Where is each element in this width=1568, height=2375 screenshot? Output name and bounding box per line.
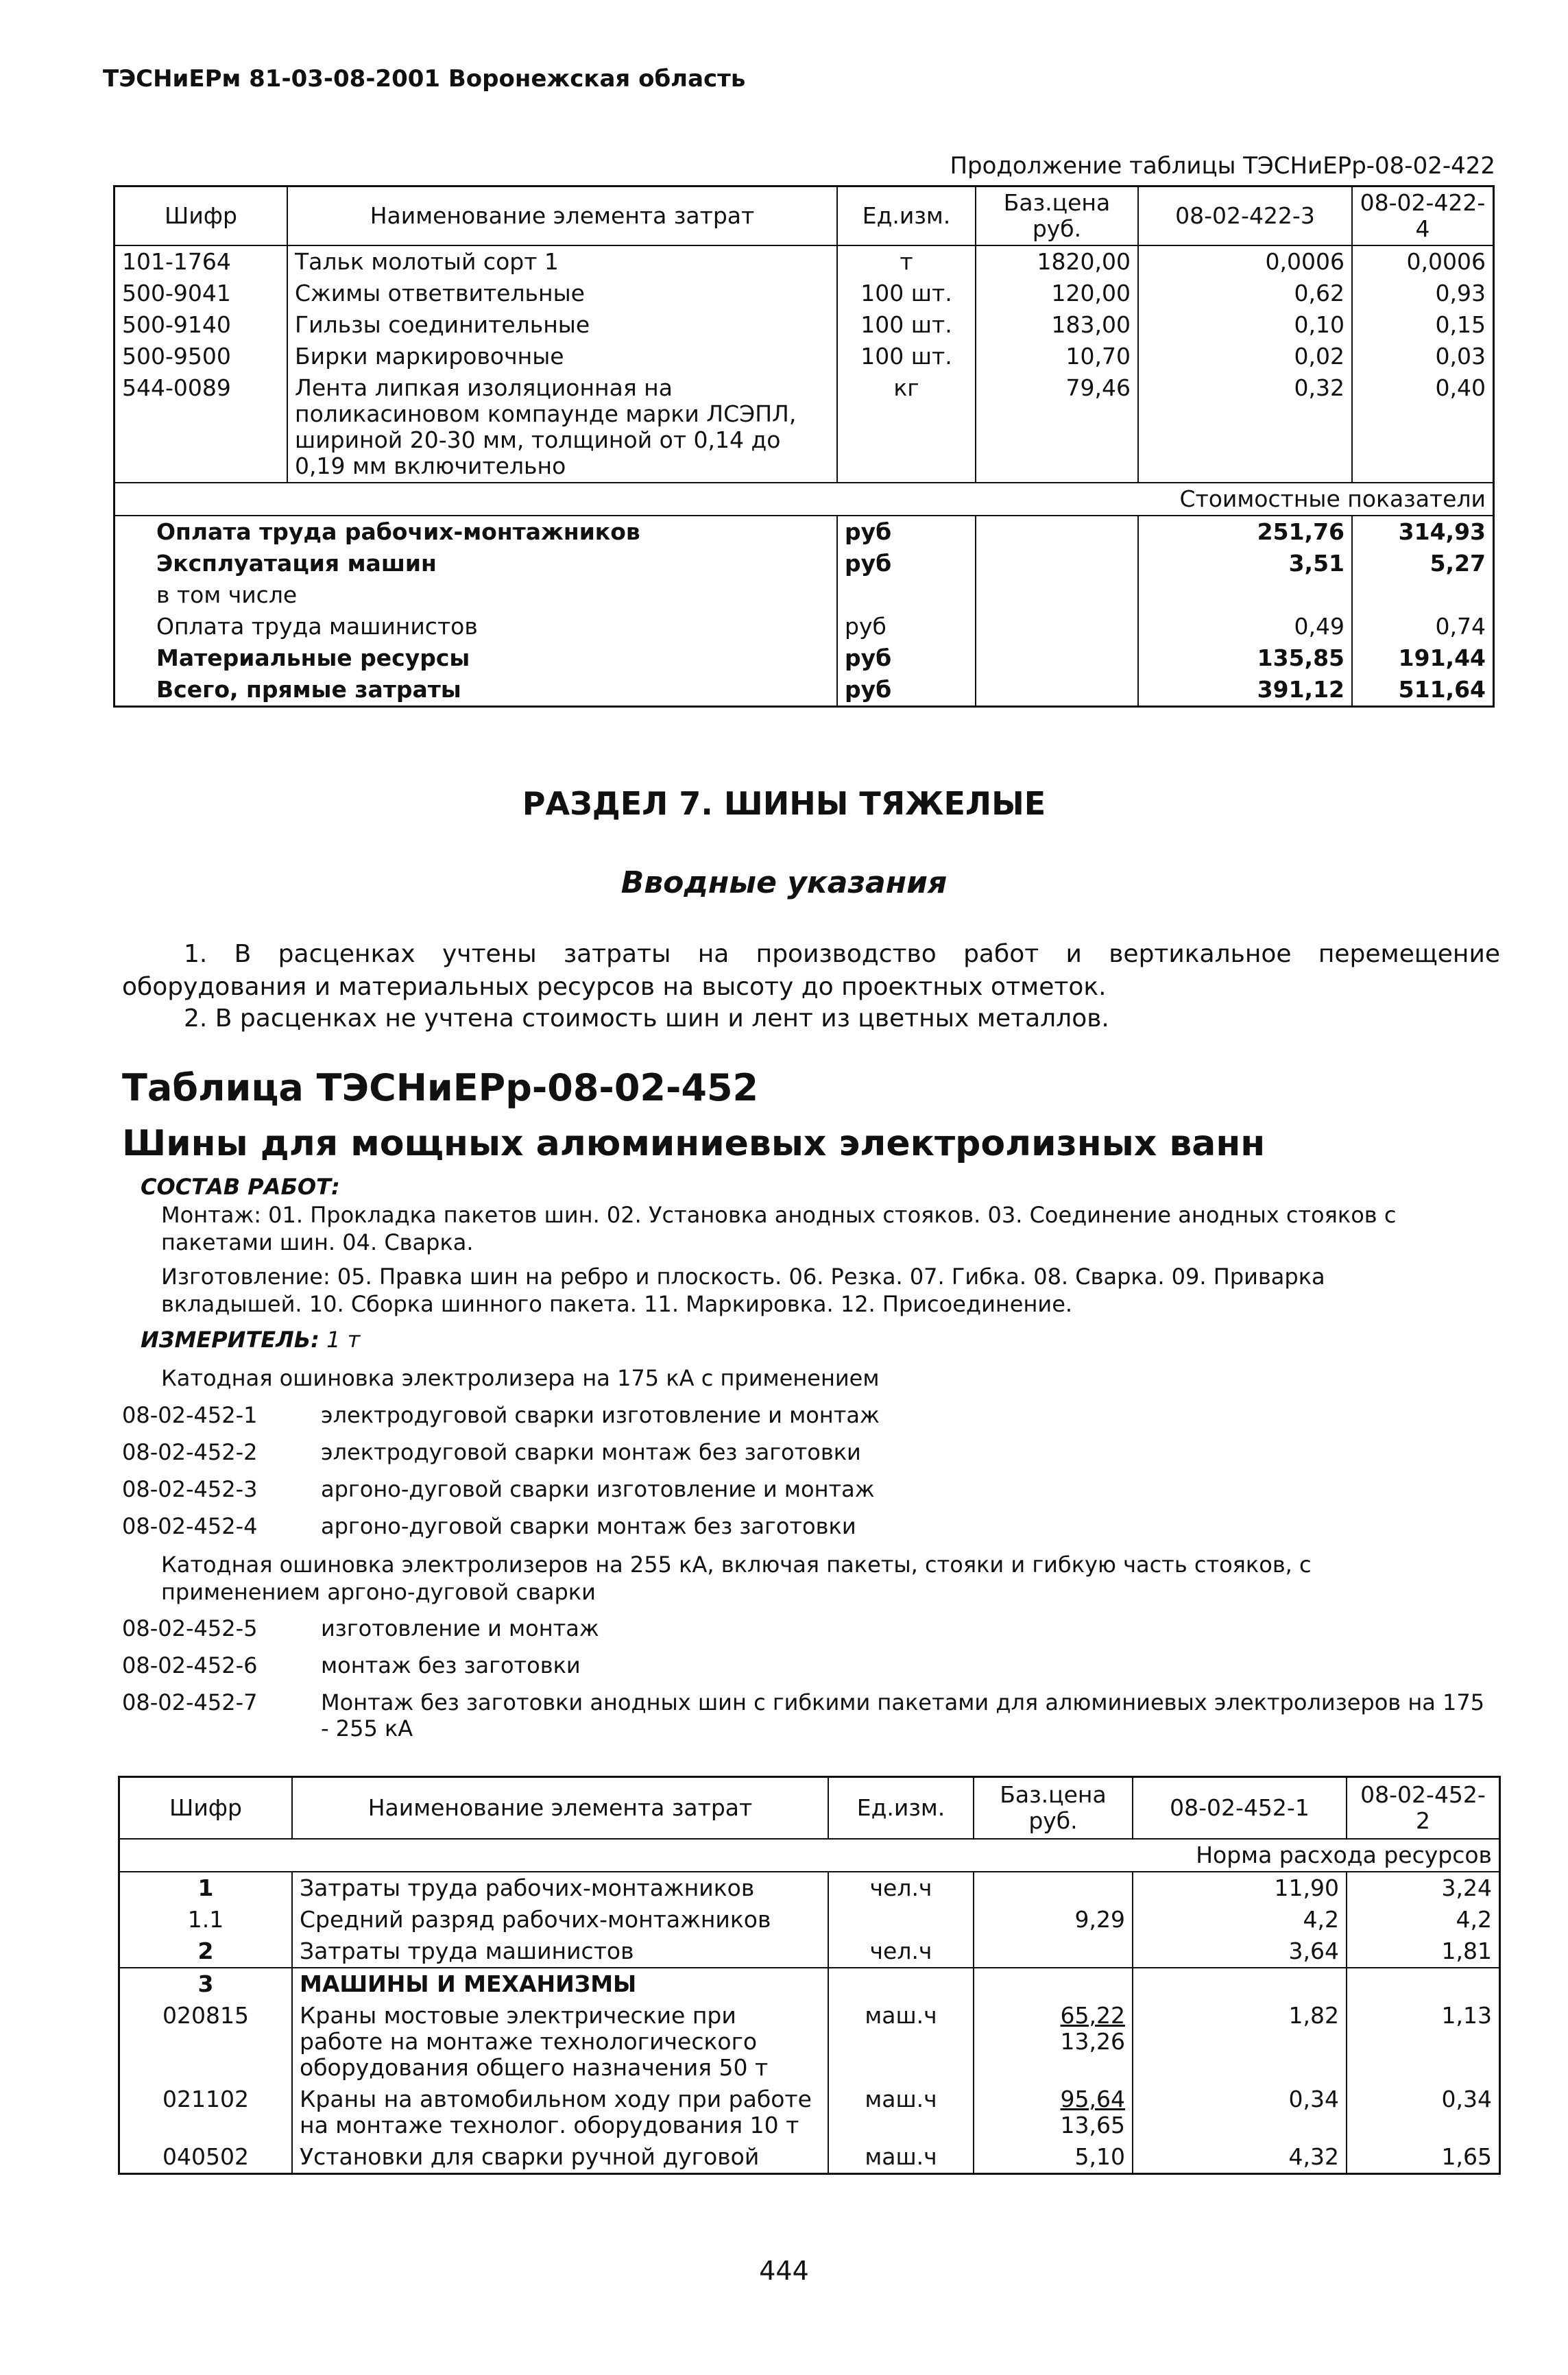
summary-unit: руб [837, 611, 976, 642]
cell-code: 500-9500 [122, 343, 231, 370]
rate-code: 08-02-452-7 [122, 1689, 258, 1715]
summary-value: 3,51 [1138, 548, 1352, 579]
cell-name: Гильзы соединительные [287, 309, 837, 341]
summary-unit: руб [837, 674, 976, 707]
summary-label: Оплата труда машинистов [156, 613, 478, 640]
rate-code: 08-02-452-3 [122, 1476, 258, 1502]
cell-value: 0,15 [1352, 309, 1494, 341]
cell-name: МАШИНЫ И МЕХАНИЗМЫ [292, 1968, 828, 2000]
cell-unit: маш.ч [828, 2084, 974, 2141]
col-452-2: 08-02-452-2 [1347, 1777, 1500, 1840]
group-heading-175: Катодная ошиновка электролизера на 175 кА с применением [161, 1365, 880, 1391]
cell-value: 0,40 [1352, 372, 1494, 483]
cell-value: 0,32 [1138, 372, 1352, 483]
cell-unit: 100 шт. [837, 278, 976, 309]
cell-name: Бирки маркировочные [287, 341, 837, 372]
cell-name: Установки для сварки ручной дуговой [292, 2141, 828, 2174]
cell-price: 9,29 [974, 1904, 1133, 1936]
intro-paragraph-1: 1. В расценках учтены затраты на производство работ и вертикальное перемещение оборудования и материальных ресурсов на высоту до проектных отметок. [122, 940, 1500, 1001]
table-header-row [119, 1777, 1500, 1840]
table-row [119, 2141, 1500, 2174]
cell-value: 1,65 [1347, 2141, 1500, 2174]
cell-price: 10,70 [976, 341, 1138, 372]
summary-value: 5,27 [1352, 548, 1494, 579]
summary-unit: руб [837, 548, 976, 579]
cell-name: Затраты труда рабочих-монтажников [292, 1872, 828, 1904]
cell-code: 101-1764 [122, 248, 231, 275]
table-row [119, 1936, 1500, 1968]
rate-code: 08-02-452-5 [122, 1615, 258, 1641]
table-row [114, 372, 1494, 483]
col-452-1: 08-02-452-1 [1133, 1777, 1347, 1840]
col-code: Шифр [119, 1777, 293, 1840]
summary-row [114, 516, 1494, 548]
summary-value: 251,76 [1138, 516, 1352, 548]
list-item [122, 1402, 880, 1439]
code-list-255 [122, 1615, 1493, 1741]
rate-code: 08-02-452-6 [122, 1652, 258, 1678]
group-heading-255: Катодная ошиновка электролизеров на 255 кА, включая пакеты, стояки и гибкую часть стояков, с применением аргоно-дуговой сварки [161, 1552, 1312, 1605]
table-continuation-label: Продолжение таблицы ТЭСНиЕРр-08-02-422 [950, 152, 1495, 180]
cell-name: Краны мостовые электрические при работе на монтаже технологического оборудования общего назначения 50 т [292, 2000, 828, 2084]
cell-value: 0,93 [1352, 278, 1494, 309]
table-row [119, 1968, 1500, 2000]
intro-paragraph-2: 2. В расценках не учтена стоимость шин и лент из цветных металлов. [184, 1004, 1109, 1033]
list-item [122, 1439, 880, 1476]
cell-name: Затраты труда машинистов [292, 1936, 828, 1968]
section-title: РАЗДЕЛ 7. ШИНЫ ТЯЖЕЛЫЕ [522, 785, 1046, 822]
cell-code: 500-9041 [122, 280, 231, 306]
cell-unit: 100 шт. [837, 309, 976, 341]
cell-code: 1 [197, 1874, 214, 1901]
summary-value: 0,74 [1352, 611, 1494, 642]
cell-unit: чел.ч [828, 1872, 974, 1904]
cell-code: 020815 [162, 2002, 249, 2029]
cell-unit [828, 1904, 974, 1936]
cell-code: 3 [197, 1970, 214, 1997]
col-422-3: 08-02-422-3 [1138, 186, 1352, 246]
cell-value: 0,03 [1352, 341, 1494, 372]
summary-unit: руб [837, 642, 976, 674]
cell-value: 4,32 [1133, 2141, 1347, 2174]
cell-value: 0,02 [1138, 341, 1352, 372]
rate-description: электродуговой сварки изготовление и монтаж [321, 1402, 880, 1428]
cell-unit: кг [837, 372, 976, 483]
work-montage-text: Монтаж: 01. Прокладка пакетов шин. 02. Установка анодных стояков. 03. Соединение анодных стояков с пакетами шин. 04. Сварка. [161, 1202, 1397, 1255]
table-row [119, 1904, 1500, 1936]
cell-name: Краны на автомобильном ходу при работе на монтаже технолог. оборудования 10 т [292, 2084, 828, 2141]
cell-name: Лента липкая изоляционная на поликасиновом компаунде марки ЛСЭПЛ, шириной 20-30 мм, толщиной от 0,14 до 0,19 мм включительно [287, 372, 837, 483]
cell-name: Тальк молотый сорт 1 [287, 245, 837, 278]
cell-value: 0,34 [1347, 2084, 1500, 2141]
cell-price [974, 1936, 1133, 1968]
list-item [122, 1652, 1493, 1689]
summary-label: Всего, прямые затраты [156, 676, 461, 703]
rate-description: аргоно-дуговой сварки изготовление и монтаж [321, 1476, 875, 1502]
rate-code: 08-02-452-1 [122, 1402, 258, 1428]
cell-price: 183,00 [976, 309, 1138, 341]
cell-code: 544-0089 [122, 374, 231, 401]
measure-line [141, 1327, 360, 1353]
measure-value: 1 т [326, 1327, 361, 1353]
list-item [122, 1689, 1493, 1741]
cell-value: 0,0006 [1352, 245, 1494, 278]
cell-value: 1,82 [1133, 2000, 1347, 2084]
cell-unit: чел.ч [828, 1936, 974, 1968]
summary-unit: руб [837, 516, 976, 548]
table-row [119, 2084, 1500, 2141]
col-unit: Ед.изм. [828, 1777, 974, 1840]
cell-price: 1820,00 [976, 245, 1138, 278]
cell-price: 5,10 [974, 2141, 1133, 2174]
summary-row [114, 611, 1494, 642]
cell-unit: маш.ч [828, 2000, 974, 2084]
summary-label: в том числе [156, 581, 298, 608]
table-row [114, 309, 1494, 341]
cell-name: Средний разряд рабочих-монтажников [292, 1904, 828, 1936]
measure-label: ИЗМЕРИТЕЛЬ: [141, 1327, 319, 1353]
cell-value: 1,81 [1347, 1936, 1500, 1968]
work-composition-label: СОСТАВ РАБОТ: [141, 1174, 340, 1200]
cell-value: 0,62 [1138, 278, 1352, 309]
cost-indicators-label: Стоимостные показатели [1138, 483, 1494, 516]
rate-description: электродуговой сварки монтаж без заготовки [321, 1439, 861, 1465]
cell-value: 0,0006 [1138, 245, 1352, 278]
cell-code: 500-9140 [122, 311, 231, 338]
table-row [114, 278, 1494, 309]
list-item [122, 1476, 880, 1513]
cell-price: 120,00 [976, 278, 1138, 309]
summary-value: 191,44 [1352, 642, 1494, 674]
rate-code: 08-02-452-2 [122, 1439, 258, 1465]
cell-unit: 100 шт. [837, 341, 976, 372]
cell-code: 021102 [162, 2086, 249, 2112]
rate-description: монтаж без заготовки [321, 1652, 581, 1678]
table-row [114, 245, 1494, 278]
summary-label: Оплата труда рабочих-монтажников [114, 516, 838, 548]
table-subtitle: Шины для мощных алюминиевых электролизных ванн [122, 1123, 1266, 1164]
code-list-175 [122, 1402, 880, 1550]
document-header: ТЭСНиЕРм 81-03-08-2001 Воронежская область [103, 65, 746, 93]
cell-value: 0,34 [1133, 2084, 1347, 2141]
summary-value: 314,93 [1352, 516, 1494, 548]
rate-description: аргоно-дуговой сварки монтаж без заготовки [321, 1513, 856, 1539]
table-header-row [114, 186, 1494, 246]
col-price: Баз.цена руб. [976, 186, 1138, 246]
table-row [119, 1872, 1500, 1904]
summary-row [114, 579, 1494, 611]
col-name: Наименование элемента затрат [292, 1777, 828, 1840]
rate-description: Монтаж без заготовки анодных шин с гибкими пакетами для алюминиевых электролизеров на 175 - 255 кА [321, 1689, 1485, 1741]
cell-price [974, 1872, 1133, 1904]
col-price: Баз.цена руб. [974, 1777, 1133, 1840]
summary-value: 391,12 [1138, 674, 1352, 707]
rate-description: изготовление и монтаж [321, 1615, 599, 1641]
cell-price: 65,22 13,26 [974, 2000, 1133, 2084]
cell-unit: маш.ч [828, 2141, 974, 2174]
cell-name: Сжимы ответвительные [287, 278, 837, 309]
col-code: Шифр [114, 186, 288, 246]
list-item [122, 1615, 1493, 1652]
summary-value: 511,64 [1352, 674, 1494, 707]
intro-title: Вводные указания [620, 865, 948, 900]
list-item [122, 1513, 880, 1550]
col-422-4: 08-02-422-4 [1352, 186, 1494, 246]
summary-row [114, 674, 1494, 707]
cell-value: 0,10 [1138, 309, 1352, 341]
summary-label: Эксплуатация машин [156, 550, 437, 577]
summary-label: Материальные ресурсы [156, 644, 470, 671]
cell-code: 2 [197, 1938, 214, 1964]
norm-label: Норма расхода ресурсов [119, 1839, 1500, 1872]
cell-price: 79,46 [976, 372, 1138, 483]
cell-price: 95,64 13,65 [974, 2084, 1133, 2141]
cell-value: 3,24 [1347, 1872, 1500, 1904]
cell-value: 1,13 [1347, 2000, 1500, 2084]
table-row [119, 2000, 1500, 2084]
cell-value: 4,2 [1347, 1904, 1500, 1936]
summary-row [114, 642, 1494, 674]
resource-table-452 [118, 1776, 1501, 2175]
cost-indicators-row [114, 483, 1494, 516]
summary-value: 135,85 [1138, 642, 1352, 674]
cell-value: 4,2 [1133, 1904, 1347, 1936]
cell-code: 040502 [162, 2143, 249, 2170]
summary-row [114, 548, 1494, 579]
cell-code: 1.1 [187, 1906, 224, 1933]
table-row [114, 341, 1494, 372]
col-name: Наименование элемента затрат [287, 186, 837, 246]
work-fabrication-text: Изготовление: 05. Правка шин на ребро и плоскость. 06. Резка. 07. Гибка. 08. Сварка. 09. Приварка вкладышей. 10. Сборка шинного пакета. 11. Маркировка. 12. Присоединение. [161, 1264, 1325, 1317]
norm-row [119, 1839, 1500, 1872]
summary-value: 0,49 [1138, 611, 1352, 642]
cell-value: 11,90 [1133, 1872, 1347, 1904]
table-title: Таблица ТЭСНиЕРр-08-02-452 [122, 1066, 759, 1109]
page-number: 444 [759, 2256, 809, 2286]
rate-code: 08-02-452-4 [122, 1513, 258, 1539]
resource-table-422 [113, 185, 1495, 708]
cell-value: 3,64 [1133, 1936, 1347, 1968]
col-unit: Ед.изм. [837, 186, 976, 246]
cell-unit: т [837, 245, 976, 278]
